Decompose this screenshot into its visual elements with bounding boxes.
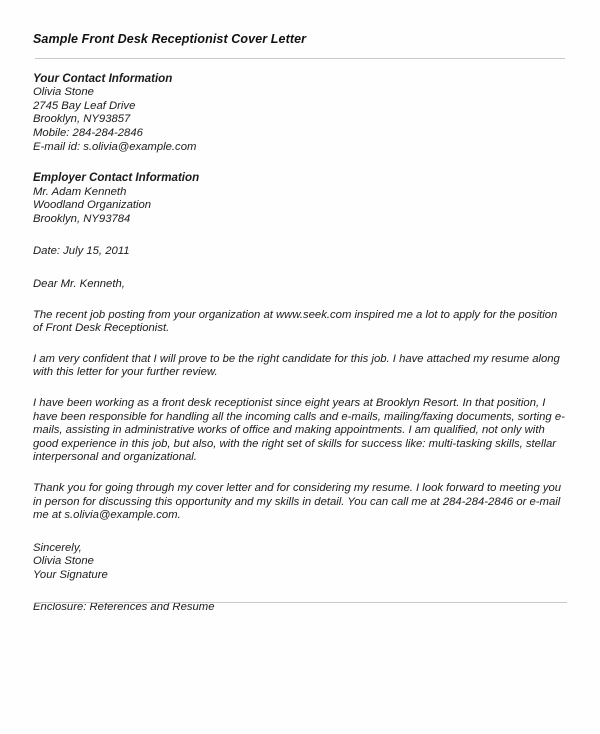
spacer xyxy=(33,523,567,542)
signature-placeholder: Your Signature xyxy=(33,568,108,581)
sender-name: Olivia Stone xyxy=(33,86,94,99)
sender-contact-block xyxy=(33,72,567,154)
sender-street: 2745 Bay Leaf Drive xyxy=(33,99,136,112)
letter-body xyxy=(33,59,567,615)
spacer xyxy=(33,259,567,278)
recipient-heading: Employer Contact Information xyxy=(33,171,200,185)
body-paragraph-1: The recent job posting from your organization at www.seek.com inspired me a lot to apply for the position of Front Desk Receptionist. xyxy=(33,308,558,335)
sender-heading: Your Contact Information xyxy=(33,71,173,85)
body-paragraph-3: I have been working as a front desk receptionist since eight years at Brooklyn Resort. In that position, I have been responsible for handling all the incoming calls and e-mails, mailing/faxing documents, sorting e-mails, assisting in administrative works of office and making appointments. I am qualified, not only with good experience in this job, but also, with the right set of skills for success like: multi-tasking skills, stellar interpersonal and organizational. xyxy=(33,396,565,464)
spacer xyxy=(33,336,567,353)
salutation: Dear Mr. Kenneth, xyxy=(33,277,125,290)
enclosure-line: Enclosure: References and Resume xyxy=(33,601,215,614)
spacer xyxy=(33,465,567,482)
document-title: Sample Front Desk Receptionist Cover Letter xyxy=(33,32,307,46)
sender-mobile: Mobile: 284-284-2846 xyxy=(33,126,143,139)
letter-date: Date: July 15, 2011 xyxy=(33,245,130,258)
body-paragraph-4: Thank you for going through my cover letter and for considering my resume. I look forward to meeting you in person for discussing this opportunity and my skills in detail. You can call me at 284-284-2846 or e-mail me at s.olivia@example.com. xyxy=(33,481,562,522)
recipient-organization: Woodland Organization xyxy=(33,199,152,212)
spacer xyxy=(33,154,567,171)
recipient-name: Mr. Adam Kenneth xyxy=(33,185,127,198)
footer-divider xyxy=(35,602,567,603)
spacer xyxy=(33,292,567,309)
sender-email: E-mail id: s.olivia@example.com xyxy=(33,140,197,153)
sender-city-state-zip: Brooklyn, NY93857 xyxy=(33,113,131,126)
spacer xyxy=(33,380,567,397)
signer-name: Olivia Stone xyxy=(33,555,94,568)
recipient-contact-block xyxy=(33,171,567,226)
spacer xyxy=(33,59,567,72)
recipient-city-state-zip: Brooklyn, NY93784 xyxy=(33,212,131,225)
spacer xyxy=(33,582,567,601)
closing-block xyxy=(33,542,567,583)
spacer xyxy=(33,226,567,245)
valediction: Sincerely, xyxy=(33,541,82,554)
body-paragraph-2: I am very confident that I will prove to be the right candidate for this job. I have attached my resume along with this letter for your further review. xyxy=(33,352,560,379)
